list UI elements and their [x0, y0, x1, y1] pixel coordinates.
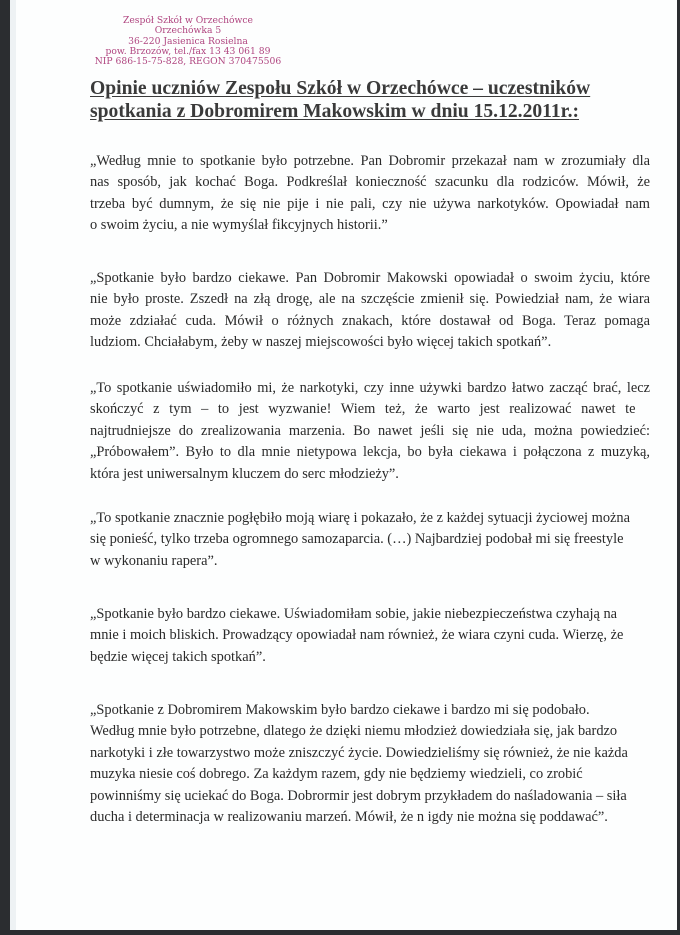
quote-line: skończyć z tym – to jest wyzwanie! Wiem też, że warto jest realizować nawet te: [90, 401, 636, 418]
quote-line: „Spotkanie było bardzo ciekawe. Uświadomiłam sobie, jakie niebezpieczeństwa czyhają na: [90, 606, 618, 622]
opinion-quote-1: [90, 151, 650, 237]
quote-line: będzie więcej takich spotkań”.: [90, 648, 266, 665]
quote-line: „To spotkanie znacznie pogłębiło moją wiarę i pokazało, że z każdej sytuacji życiowej można: [90, 510, 631, 526]
opinion-quote-4: [90, 508, 650, 572]
quote-line: Według mnie było potrzebne, dlatego że dzięki niemu młodzież dowiedziała się, jak bardzo: [90, 723, 618, 740]
quote-line: „Według mnie to spotkanie było potrzebne. Pan Dobromir przekazał nam w zrozumiały dla: [90, 153, 650, 169]
opinion-quote-6: [90, 700, 650, 828]
title-line: Opinie uczniów Zespołu Szkół w Orzechówce – uczestników: [90, 78, 591, 99]
stamp-line: pow. Brzozów, tel./fax 13 43 061 89: [105, 45, 271, 57]
quote-line: ludziom. Chciałabym, żeby w naszej miejscowości było więcej takich spotkań”.: [90, 334, 552, 351]
document-title: [90, 77, 650, 123]
quote-line: w wykonaniu rapera”.: [90, 552, 218, 569]
quote-line: o swoim życiu, a nie wymyślał fikcyjnych historii.”: [90, 217, 388, 234]
quote-line: się ponieść, tylko trzeba ogromnego samozaparcia. (…) Najbardziej podobał mi się freestyle: [90, 531, 624, 548]
quote-line: powinniśmy się uciekać do Boga. Dobrormir jest dobrym przykładem do naśladowania – siła: [90, 787, 627, 804]
quote-line: narkotyki i złe towarzystwo może zniszczyć życie. Dowiedzieliśmy się również, że nie każda: [90, 744, 628, 761]
opinion-quote-2: [90, 268, 650, 354]
school-stamp: [88, 16, 288, 67]
quote-line: muzyka niesie coś dobrego. Za każdym razem, gdy nie będziemy wiedzieli, co zrobić: [90, 766, 583, 783]
quote-line: ducha i determinacja w realizowaniu marzeń. Mówił, że n igdy nie można się poddawać”.: [90, 808, 608, 825]
quote-line: „Spotkanie było bardzo ciekawe. Pan Dobromir Makowski opowiadał o swoim życiu, które: [90, 270, 650, 286]
quote-line: „Próbowałem”. Było to dla mnie nietypowa lekcja, bo była ciekawa i połączona z muzyką,: [90, 444, 650, 461]
opinion-quote-5: [90, 604, 650, 668]
quote-line: nas sposób, jak kochać Boga. Podkreślał konieczność szacunku dla rodziców. Mówił, że: [90, 174, 650, 191]
stamp-line: 36-220 Jasienica Rosielna: [128, 35, 248, 47]
quote-line: trzeba być dumnym, że się nie pije i nie pali, czy nie używa narkotyków. Opowiadał nam: [90, 195, 650, 212]
opinion-quote-3: [90, 378, 650, 485]
scanned-page: [10, 0, 677, 930]
quote-line: nie było proste. Zszedł na złą drogę, ale na szczęście zmienił się. Powiedział nam, że wiara: [90, 291, 650, 308]
quote-line: najtrudniejsze do zrealizowania marzenia. Bo nawet jeśli się nie uda, można powiedzieć:: [90, 422, 650, 439]
quote-line: może zdziałać cuda. Mówił o różnych znakach, które dostawał od Boga. Teraz pomaga: [90, 312, 650, 329]
quote-line: „To spotkanie uświadomiło mi, że narkotyki, czy inne używki bardzo łatwo zacząć brać, lecz: [90, 380, 650, 396]
quote-line: mnie i moich bliskich. Prowadzący opowiadał nam również, że wiara czyni cuda. Wierzę, że: [90, 627, 624, 644]
stamp-line: NIP 686-15-75-828, REGON 370475506: [94, 56, 282, 68]
quote-line: „Spotkanie z Dobromirem Makowskim było bardzo ciekawe i bardzo mi się podobało.: [90, 702, 590, 718]
stamp-line: Zespół Szkół w Orzechówce: [122, 15, 253, 26]
stamp-line: Orzechówka 5: [154, 25, 222, 37]
quote-line: która jest uniwersalnym kluczem do serc młodzieży”.: [90, 465, 399, 482]
title-line: spotkania z Dobromirem Makowskim w dniu 15.12.2011r.:: [90, 101, 579, 122]
